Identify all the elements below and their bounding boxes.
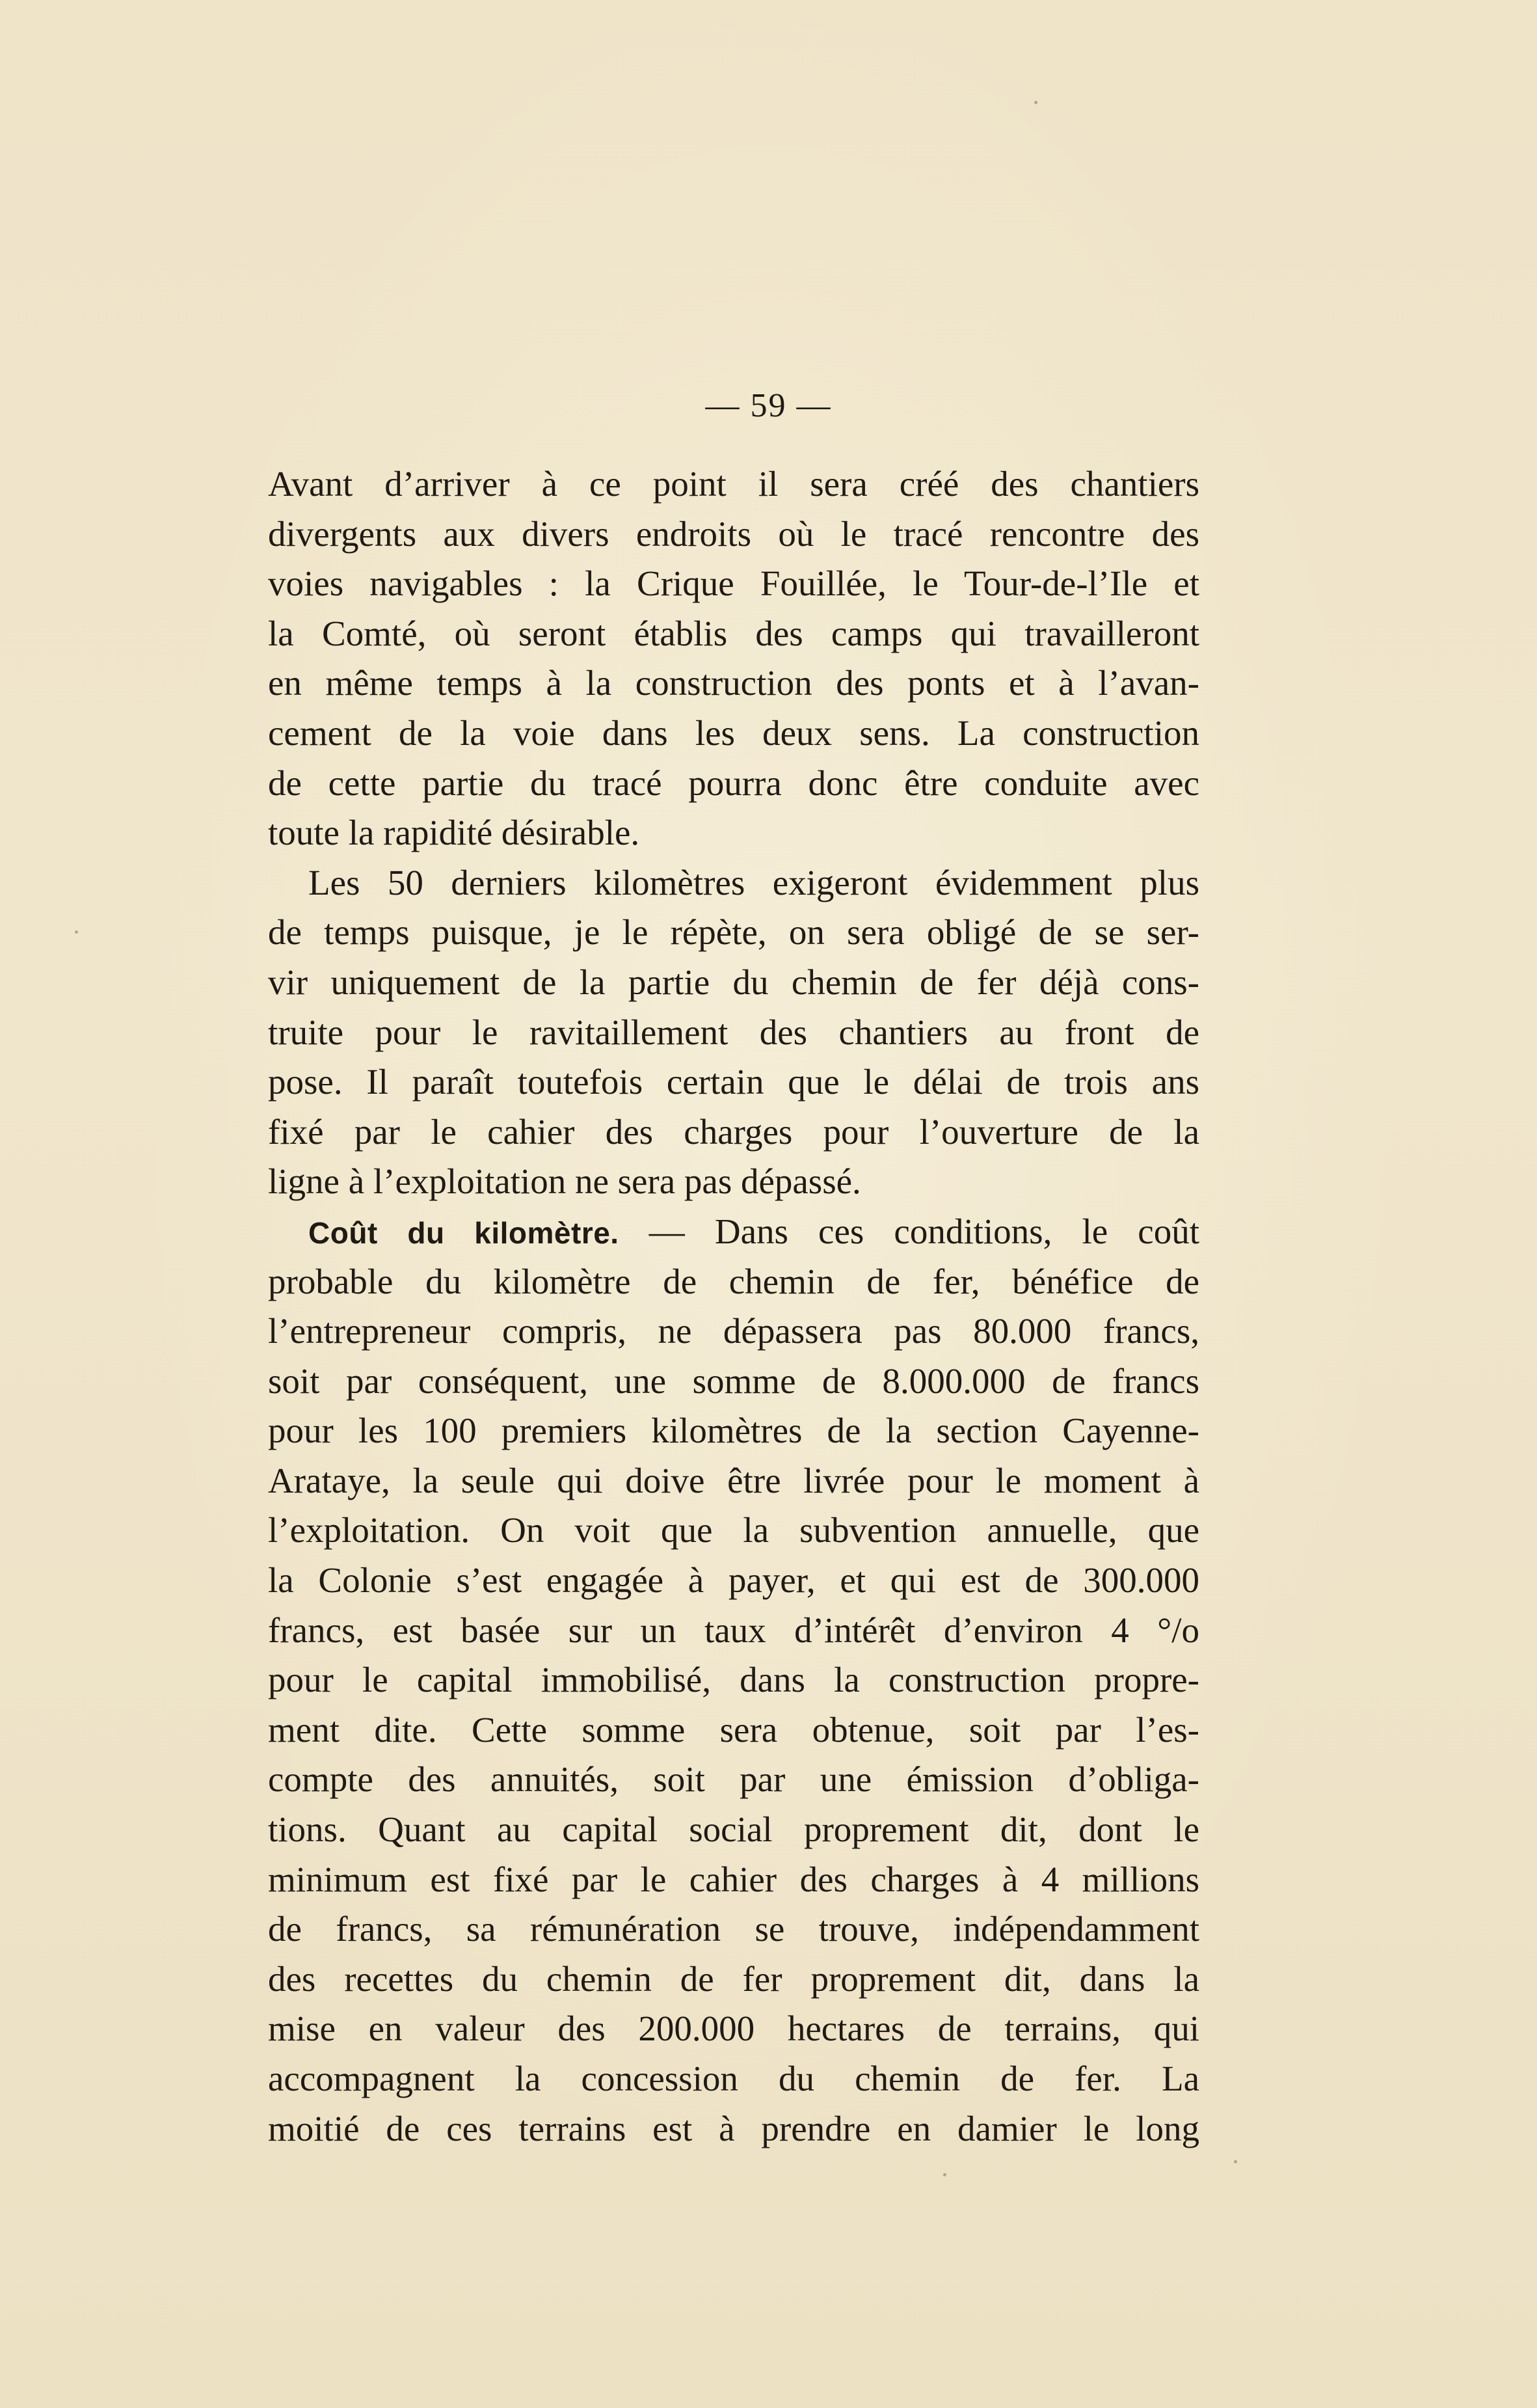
text-line: des recettes du chemin de fer proprement dit, dans la [268, 1958, 1199, 1999]
paper-speck [1034, 101, 1037, 104]
page-number: — 59 — [705, 387, 832, 424]
text-line: fixé par le cahier des charges pour l’ouverture de la [268, 1111, 1199, 1152]
text-line: en même temps à la construction des ponts et à l’avan- [268, 663, 1199, 703]
text-line: tions. Quant au capital social proprement dit, dont le [268, 1809, 1199, 1850]
text-line: moitié de ces terrains est à prendre en damier le long [268, 2108, 1199, 2148]
text-line: la Comté, où seront établis des camps qui travailleront [268, 613, 1199, 653]
text-line: toute la rapidité désirable. [268, 813, 640, 853]
text-line: de temps puisque, je le répète, on sera obligé de se ser- [268, 912, 1199, 953]
text-line: francs, est basée sur un taux d’intérêt d’environ 4 °/o [268, 1610, 1199, 1650]
paragraph-1 [268, 459, 1199, 858]
text-line: l’exploitation. On voit que la subvention annuelle, que [268, 1510, 1199, 1550]
text-line: minimum est fixé par le cahier des charges à 4 millions [268, 1859, 1199, 1899]
text-line: cement de la voie dans les deux sens. La construction [268, 712, 1199, 753]
text-line: Les 50 derniers kilomètres exigeront évidemment plus [308, 862, 1199, 902]
text-line: mise en valeur des 200.000 hectares de terrains, qui [268, 2009, 1199, 2049]
paragraph-3 [268, 1207, 1199, 2154]
paper-speck [75, 930, 78, 934]
text-line: ligne à l’exploitation ne sera pas dépassé. [268, 1161, 861, 1202]
text-line: la Colonie s’est engagée à payer, et qui est de 300.000 [268, 1560, 1199, 1601]
text-line: pour le capital immobilisé, dans la construction propre- [268, 1660, 1199, 1700]
text-line-with-heading [268, 1207, 1199, 1257]
text-line: ment dite. Cette somme sera obtenue, soit par l’es- [268, 1709, 1199, 1750]
text-line: l’entrepreneur compris, ne dépassera pas 80.000 francs, [268, 1311, 1199, 1351]
text-line: pour les 100 premiers kilomètres de la section Cayenne- [268, 1411, 1199, 1451]
paper-speck [1234, 2160, 1237, 2163]
text-line: accompagnent la concession du chemin de fer. La [268, 2059, 1199, 2098]
paper-speck [943, 2173, 946, 2176]
text-line: soit par conséquent, une somme de 8.000.000 de francs [268, 1360, 1199, 1401]
body-text [268, 459, 1199, 2154]
text-line: Arataye, la seule qui doive être livrée pour le moment à [268, 1460, 1199, 1500]
text-line: probable du kilomètre de chemin de fer, bénéfice de [268, 1261, 1199, 1301]
text-line: de cette partie du tracé pourra donc être conduite avec [268, 763, 1199, 803]
section-run-in-heading: Coût du kilomètre. [308, 1215, 619, 1250]
text-line: divergents aux divers endroits où le tracé rencontre des [268, 513, 1199, 554]
text-line: de francs, sa rémunération se trouve, indépendamment [268, 1909, 1199, 1949]
text-line: compte des annuités, soit par une émission d’obliga- [268, 1759, 1199, 1800]
text-line-rest: — Dans ces conditions, le coût [619, 1211, 1199, 1251]
paragraph-2 [268, 858, 1199, 1207]
text-line: truite pour le ravitaillement des chantiers au front de [268, 1012, 1199, 1052]
text-line: pose. Il paraît toutefois certain que le délai de trois ans [268, 1062, 1199, 1102]
text-line: voies navigables : la Crique Fouillée, le Tour-de-l’Ile et [268, 563, 1199, 604]
text-line: Avant d’arriver à ce point il sera créé des chantiers [268, 464, 1199, 504]
text-line: vir uniquement de la partie du chemin de fer déjà cons- [268, 962, 1199, 1002]
